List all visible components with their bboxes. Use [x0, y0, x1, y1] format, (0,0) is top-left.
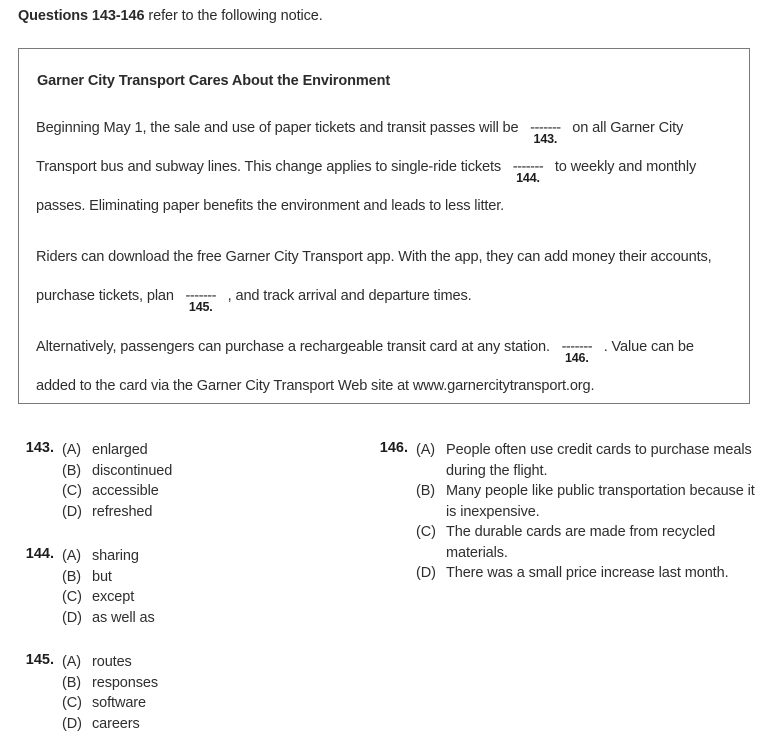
option-a[interactable]: [62, 546, 348, 567]
option-b[interactable]: [62, 567, 348, 588]
option-d[interactable]: [62, 714, 348, 734]
option-letter: (C): [62, 481, 88, 502]
option-list: [62, 546, 348, 628]
option-c[interactable]: [416, 522, 762, 563]
answers-right-column: [362, 440, 762, 584]
option-text: refreshed: [92, 502, 348, 523]
option-text: People often use credit cards to purchase meals during the flight.: [446, 440, 762, 481]
option-text: There was a small price increase last month.: [446, 563, 762, 584]
blank-question-number: 143.: [522, 133, 568, 146]
blank-dashes: -------: [522, 121, 568, 135]
option-text: The durable cards are made from recycled materials.: [446, 522, 762, 563]
option-letter: (A): [62, 546, 88, 567]
option-d[interactable]: [62, 608, 348, 629]
option-text: responses: [92, 673, 348, 694]
option-a[interactable]: [62, 440, 348, 461]
blank-question-number: 144.: [505, 172, 551, 185]
option-c[interactable]: [62, 693, 348, 714]
option-letter: (A): [416, 440, 442, 461]
option-text: enlarged: [92, 440, 348, 461]
option-d[interactable]: [62, 502, 348, 523]
notice-text-run: on all Garner City Transport bus and subway lines. This change applies to single-ride tickets: [36, 120, 683, 175]
answer-blank-143: [522, 121, 568, 135]
option-b[interactable]: [62, 673, 348, 694]
option-text: except: [92, 587, 348, 608]
answer-blank-146: [554, 340, 600, 354]
answer-choices-section: [0, 440, 768, 718]
option-b[interactable]: [62, 461, 348, 482]
option-text: but: [92, 567, 348, 588]
option-letter: (B): [416, 481, 442, 502]
question-number: 146.: [362, 440, 408, 456]
notice-text-run: , and track arrival and departure times.: [224, 288, 472, 304]
notice-body: [36, 109, 737, 406]
notice-text-run: . Value can be added to the card via the Garner City Transport Web site at www.garnercitytransport.org.: [36, 339, 694, 394]
answers-left-column: [8, 440, 348, 734]
option-text: as well as: [92, 608, 348, 629]
option-list: [62, 652, 348, 734]
option-letter: (A): [62, 652, 88, 673]
notice-paragraph: [36, 328, 737, 406]
option-a[interactable]: [416, 440, 762, 481]
blank-dashes: -------: [178, 289, 224, 303]
option-letter: (D): [416, 563, 442, 584]
blank-question-number: 146.: [554, 352, 600, 365]
notice-text-run: Beginning May 1, the sale and use of paper tickets and transit passes will be: [36, 120, 522, 136]
option-a[interactable]: [62, 652, 348, 673]
option-c[interactable]: [62, 587, 348, 608]
option-text: accessible: [92, 481, 348, 502]
option-letter: (C): [416, 522, 442, 543]
option-letter: (D): [62, 502, 88, 523]
answer-blank-144: [505, 160, 551, 174]
blank-question-number: 145.: [178, 301, 224, 314]
question-block: [8, 546, 348, 628]
option-letter: (C): [62, 587, 88, 608]
option-text: software: [92, 693, 348, 714]
question-number: 144.: [8, 546, 54, 562]
option-letter: (D): [62, 608, 88, 629]
notice-text-run: Alternatively, passengers can purchase a rechargeable transit card at any station.: [36, 339, 554, 355]
questions-refer-text: refer to the following notice.: [144, 8, 322, 24]
notice-text-run: Riders can download the free Garner City Transport app. With the app, they can add money their accounts, purchase tickets, plan: [36, 249, 712, 304]
notice-title: Garner City Transport Cares About the Environment: [37, 73, 390, 89]
answer-blank-145: [178, 289, 224, 303]
blank-dashes: -------: [505, 160, 551, 174]
option-d[interactable]: [416, 563, 762, 584]
option-b[interactable]: [416, 481, 762, 522]
question-number: 145.: [8, 652, 54, 668]
option-letter: (B): [62, 461, 88, 482]
notice-paragraph: [36, 109, 737, 226]
option-letter: (D): [62, 714, 88, 734]
option-list: [416, 440, 762, 584]
questions-range-label: Questions 143-146: [18, 8, 144, 24]
question-number: 143.: [8, 440, 54, 456]
option-letter: (C): [62, 693, 88, 714]
blank-dashes: -------: [554, 340, 600, 354]
question-block: [8, 652, 348, 734]
option-letter: (A): [62, 440, 88, 461]
option-text: discontinued: [92, 461, 348, 482]
option-letter: (B): [62, 673, 88, 694]
option-c[interactable]: [62, 481, 348, 502]
question-block: [362, 440, 762, 584]
option-text: careers: [92, 714, 348, 734]
notice-text-run: to weekly and monthly passes. Eliminating paper benefits the environment and leads to less litter.: [36, 159, 696, 214]
question-block: [8, 440, 348, 522]
option-list: [62, 440, 348, 522]
notice-passage-box: [18, 48, 750, 404]
questions-prompt: [18, 8, 323, 24]
option-text: Many people like public transportation because it is inexpensive.: [446, 481, 762, 522]
option-letter: (B): [62, 567, 88, 588]
notice-paragraph: [36, 238, 737, 316]
option-text: routes: [92, 652, 348, 673]
option-text: sharing: [92, 546, 348, 567]
